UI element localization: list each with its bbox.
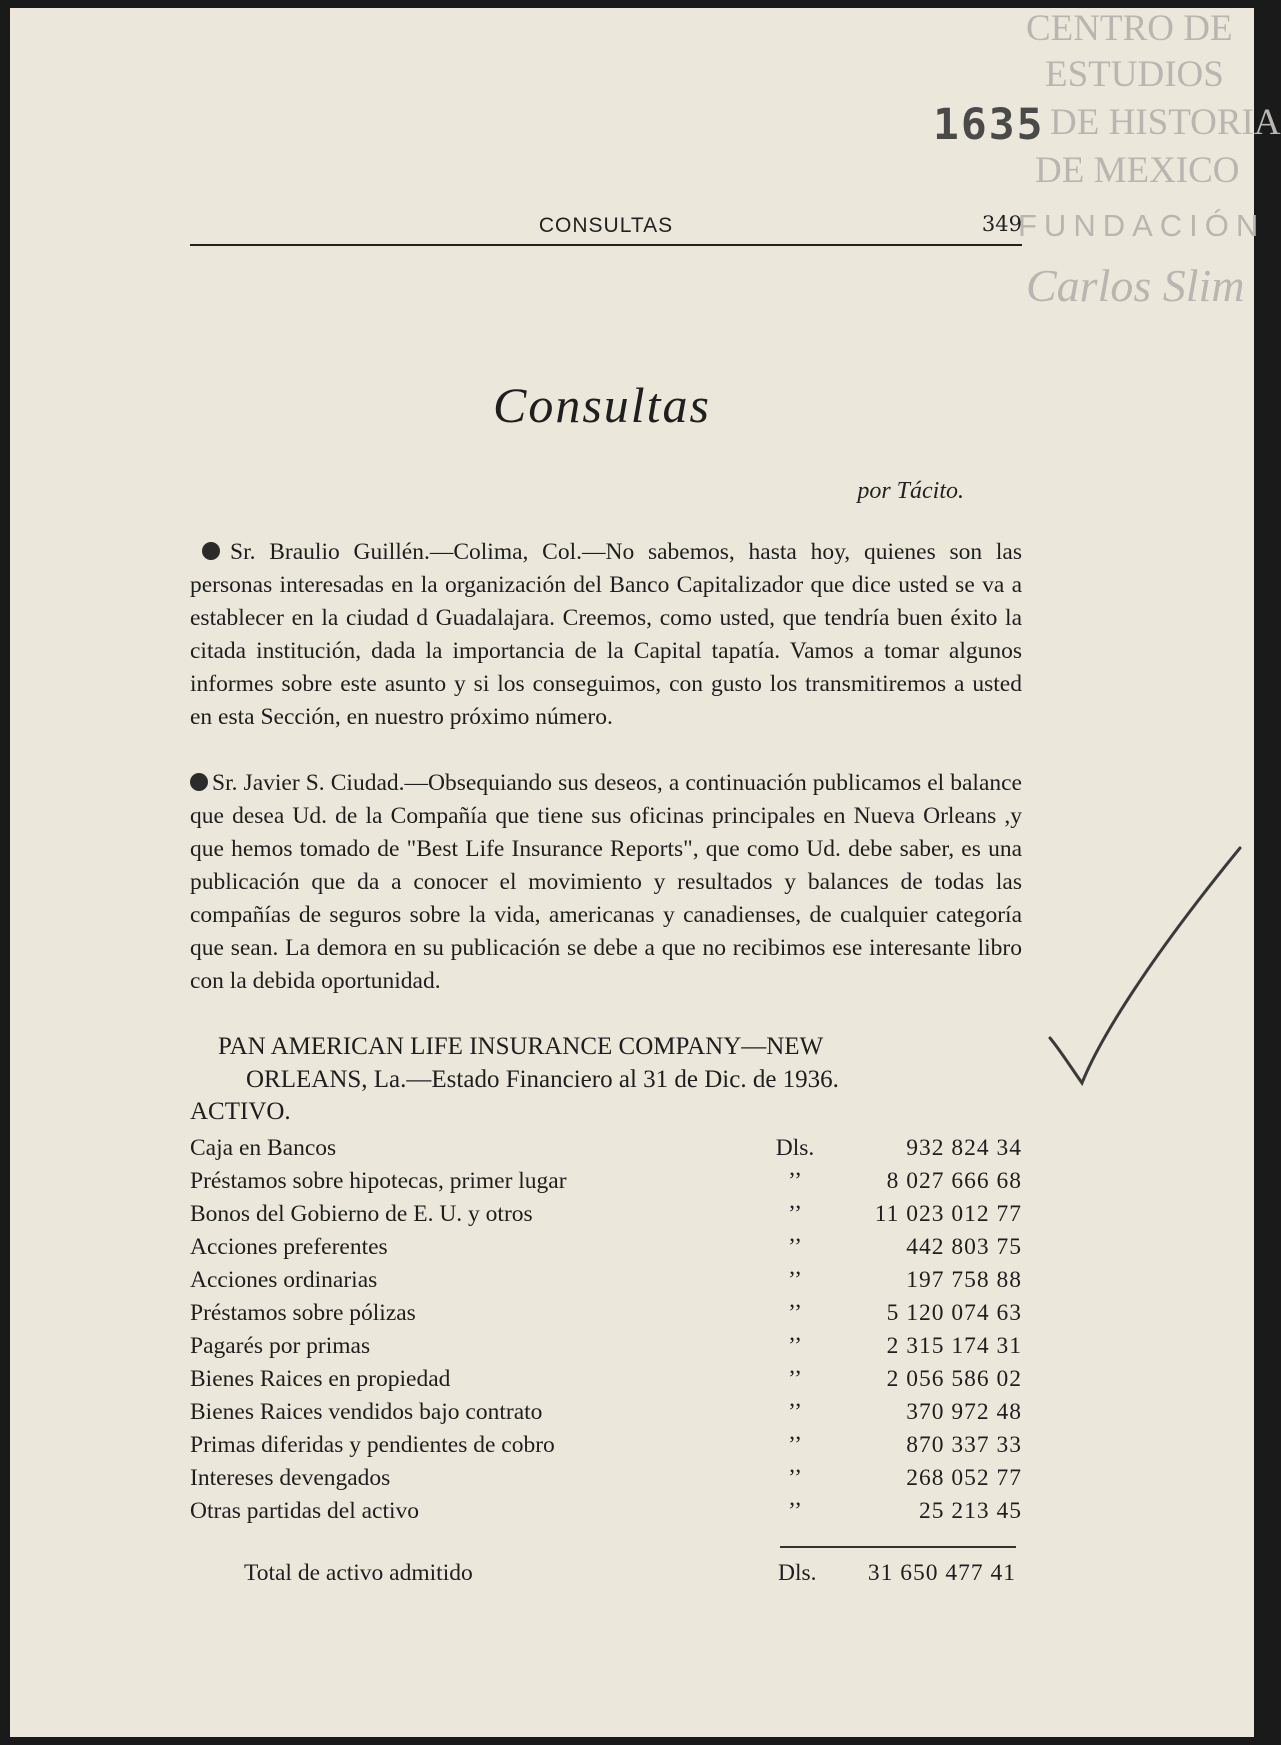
asset-label: Caja en Bancos <box>190 1135 337 1161</box>
asset-label: Intereses devengados <box>190 1465 391 1491</box>
asset-amount: 8 027 666 68 <box>886 1168 1022 1194</box>
asset-amount: 268 052 77 <box>906 1465 1022 1491</box>
asset-label: Préstamos sobre pólizas <box>190 1300 416 1326</box>
total-amount: 31 650 477 41 <box>867 1560 1016 1586</box>
asset-label: Préstamos sobre hipotecas, primer lugar <box>190 1168 567 1194</box>
asset-amount: 2 315 174 31 <box>886 1333 1022 1359</box>
table-row <box>190 1198 1022 1231</box>
watermark-line: DE HISTORIA <box>1050 102 1281 143</box>
asset-amount: 370 972 48 <box>906 1399 1022 1425</box>
asset-unit: ’’ <box>788 1300 802 1326</box>
total-row <box>190 1560 1022 1593</box>
asset-amount: 932 824 34 <box>906 1135 1022 1161</box>
asset-unit: ’’ <box>788 1201 802 1227</box>
paragraph-text: Sr. Braulio Guillén.—Colima, Col.—No sabemos, hasta hoy, quienes son las personas interesadas en la organización del Banco Capitalizador que dice usted se va a establecer en la ciudad d Guadalajara. Creemos, como usted, que tendría buen éxito la citada institución, dada la importancia de la Capital tapatía. Vamos a tomar algunos informes sobre este asunto y si los conseguimos, con gusto los transmitiremos a usted en esta Sección, en nuestro próximo número. <box>190 539 1022 730</box>
company-heading-line: PAN AMERICAN LIFE INSURANCE COMPANY—NEW <box>218 1033 824 1060</box>
table-row <box>190 1396 1022 1429</box>
asset-label: Otras partidas del activo <box>190 1498 420 1524</box>
asset-unit: ’’ <box>788 1498 802 1524</box>
table-row <box>190 1165 1022 1198</box>
watermark-signature: Carlos Slim <box>1026 260 1245 311</box>
byline: por Tácito. <box>857 478 964 504</box>
asset-amount: 2 056 586 02 <box>886 1366 1022 1392</box>
asset-unit: ’’ <box>788 1366 802 1392</box>
asset-unit: Dls. <box>775 1135 815 1161</box>
asset-label: Pagarés por primas <box>190 1333 371 1359</box>
asset-label: Bonos del Gobierno de E. U. y otros <box>190 1201 533 1227</box>
paragraph <box>190 767 1022 998</box>
archive-stamp-number: 1635 <box>933 100 1045 150</box>
asset-label: Acciones preferentes <box>190 1234 388 1260</box>
table-row <box>190 1297 1022 1330</box>
asset-unit: ’’ <box>788 1267 802 1293</box>
asset-label: Primas diferidas y pendientes de cobro <box>190 1432 555 1458</box>
asset-label: Bienes Raices vendidos bajo contrato <box>190 1399 543 1425</box>
bullet-icon <box>190 773 208 791</box>
watermark-line: CENTRO DE <box>1026 8 1233 49</box>
total-divider <box>780 1546 1016 1548</box>
table-row <box>190 1231 1022 1264</box>
asset-label: Bienes Raices en propiedad <box>190 1366 451 1392</box>
table-row <box>190 1264 1022 1297</box>
asset-unit: ’’ <box>788 1333 802 1359</box>
running-title: CONSULTAS <box>538 214 674 237</box>
asset-amount: 870 337 33 <box>906 1432 1022 1458</box>
company-heading-line: ORLEANS, La.—Estado Financiero al 31 de Dic. de 1936. <box>246 1066 839 1093</box>
table-row <box>190 1429 1022 1462</box>
table-row <box>190 1462 1022 1495</box>
asset-unit: ’’ <box>788 1168 802 1194</box>
watermark-line: FUNDACIÓN <box>1018 208 1266 243</box>
asset-table <box>190 1132 1022 1528</box>
asset-unit: ’’ <box>788 1432 802 1458</box>
table-row <box>190 1363 1022 1396</box>
document-page <box>10 8 1281 1737</box>
total-unit: Dls. <box>778 1560 817 1586</box>
asset-amount: 5 120 074 63 <box>886 1300 1022 1326</box>
asset-amount: 25 213 45 <box>919 1498 1022 1524</box>
section-label: ACTIVO. <box>190 1098 291 1125</box>
table-row <box>190 1330 1022 1363</box>
company-heading <box>190 1030 1022 1096</box>
asset-amount: 11 023 012 77 <box>874 1201 1022 1227</box>
table-row <box>190 1495 1022 1528</box>
asset-unit: ’’ <box>788 1399 802 1425</box>
watermark-line: ESTUDIOS <box>1045 54 1224 95</box>
asset-label: Acciones ordinarias <box>190 1267 378 1293</box>
total-label: Total de activo admitido <box>244 1560 473 1586</box>
asset-amount: 197 758 88 <box>906 1267 1022 1293</box>
paragraph <box>190 536 1022 734</box>
bullet-icon <box>202 542 220 560</box>
page-header <box>190 214 1022 246</box>
article-title: Consultas <box>492 377 712 433</box>
asset-unit: ’’ <box>788 1465 802 1491</box>
checkmark-icon <box>1040 838 1250 1098</box>
page-number: 349 <box>981 212 1022 236</box>
watermark-line: DE MEXICO <box>1035 150 1240 191</box>
table-row <box>190 1132 1022 1165</box>
asset-unit: ’’ <box>788 1234 802 1260</box>
asset-amount: 442 803 75 <box>906 1234 1022 1260</box>
paragraph-text: Sr. Javier S. Ciudad.—Obsequiando sus deseos, a continuación publicamos el balance que desea Ud. de la Compañía que tiene sus oficinas principales en Nueva Orleans ,y que hemos tomado de "Best Life Insurance Reports", que como Ud. debe saber, es una publicación que da a conocer el movimiento y resultados y balances de todas las compañías de seguros sobre la vida, americanas y canadienses, de cualquier categoría que sean. La demora en su publicación se debe a que no recibimos ese interesante libro con la debida oportunidad. <box>190 770 1022 994</box>
